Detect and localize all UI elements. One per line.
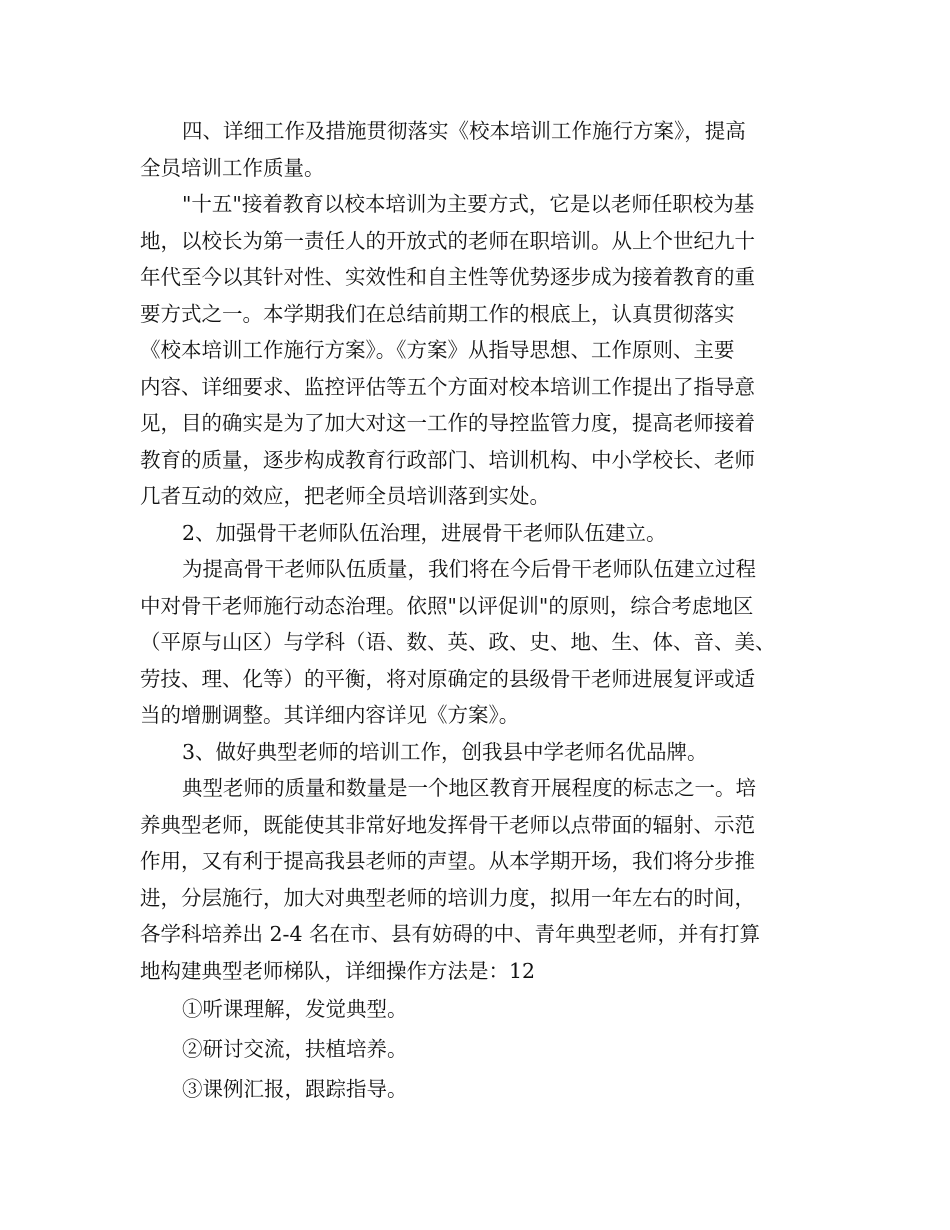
text-line: 各学科培养出 2-4 名在市、县有妨碍的中、青年典型老师，并有打算 bbox=[140, 922, 761, 946]
text-line: （平原与山区）与学科（语、数、英、政、史、地、生、体、音、美、 bbox=[140, 630, 776, 654]
text-line: 地构建典型老师梯队，详细操作方法是：12 bbox=[140, 958, 536, 983]
text-line: 要方式之一。本学期我们在总结前期工作的根底上，认真贯彻落实 bbox=[140, 301, 735, 326]
text-line: 进，分层施行，加大对典型老师的培训力度，拟用一年左右的时间， bbox=[140, 885, 755, 910]
document-body bbox=[140, 113, 830, 1109]
text-line: 见，目的确实是为了加大对这一工作的导控监管力度，提高老师接着 bbox=[140, 411, 755, 435]
text-line: 当的增删调整。其详细内容详见《方案》。 bbox=[140, 703, 520, 727]
text-line: 中对骨干老师施行动态治理。依照"以评促训"的原则，综合考虑地区 bbox=[140, 593, 754, 618]
text-line: 几者互动的效应，把老师全员培训落到实处。 bbox=[140, 484, 550, 508]
text-line: 作用，又有利于提高我县老师的声望。从本学期开场，我们将分步推 bbox=[140, 849, 755, 873]
text-line: 内容、详细要求、监控评估等五个方面对校本培训工作提出了指导意 bbox=[140, 374, 755, 399]
text-line: 《校本培训工作施行方案》。《方案》从指导思想、工作原则、主要 bbox=[140, 338, 735, 362]
text-line: 为提高骨干老师队伍质量，我们将在今后骨干老师队伍建立过程 bbox=[182, 557, 756, 581]
text-line: 典型老师的质量和数量是一个地区教育开展程度的标志之一。培 bbox=[182, 776, 756, 800]
text-line: 教育的质量，逐步构成教育行政部门、培训机构、中小学校长、老师 bbox=[140, 447, 755, 472]
section-heading-4: 四、详细工作及措施贯彻落实《校本培训工作施行方案》，提高 bbox=[182, 119, 746, 143]
text-line: 年代至今以其针对性、实效性和自主性等优势逐步成为接着教育的重 bbox=[140, 265, 755, 289]
text-line: 地，以校长为第一责任人的开放式的老师在职培训。从上个世纪九十 bbox=[140, 228, 755, 253]
subheading-2: 2、加强骨干老师队伍治理，进展骨干老师队伍建立。 bbox=[182, 520, 667, 545]
text-line: 养典型老师，既能使其非常好地发挥骨干老师以点带面的辐射、示范 bbox=[140, 812, 755, 837]
subheading-3: 3、做好典型老师的培训工作，创我县中学老师名优品牌。 bbox=[182, 739, 708, 764]
text-line: 劳技、理、化等）的平衡，将对原确定的县级骨干老师进展复评或适 bbox=[140, 666, 755, 691]
text-line: 全员培训工作质量。 bbox=[140, 155, 325, 180]
list-item: ②研讨交流，扶植培养。 bbox=[182, 1037, 408, 1061]
list-item: ①听课理解，发觉典型。 bbox=[182, 997, 408, 1021]
text-line: "十五"接着教育以校本培训为主要方式，它是以老师任职校为基 bbox=[182, 192, 755, 216]
list-item: ③课例汇报，跟踪指导。 bbox=[182, 1077, 408, 1101]
